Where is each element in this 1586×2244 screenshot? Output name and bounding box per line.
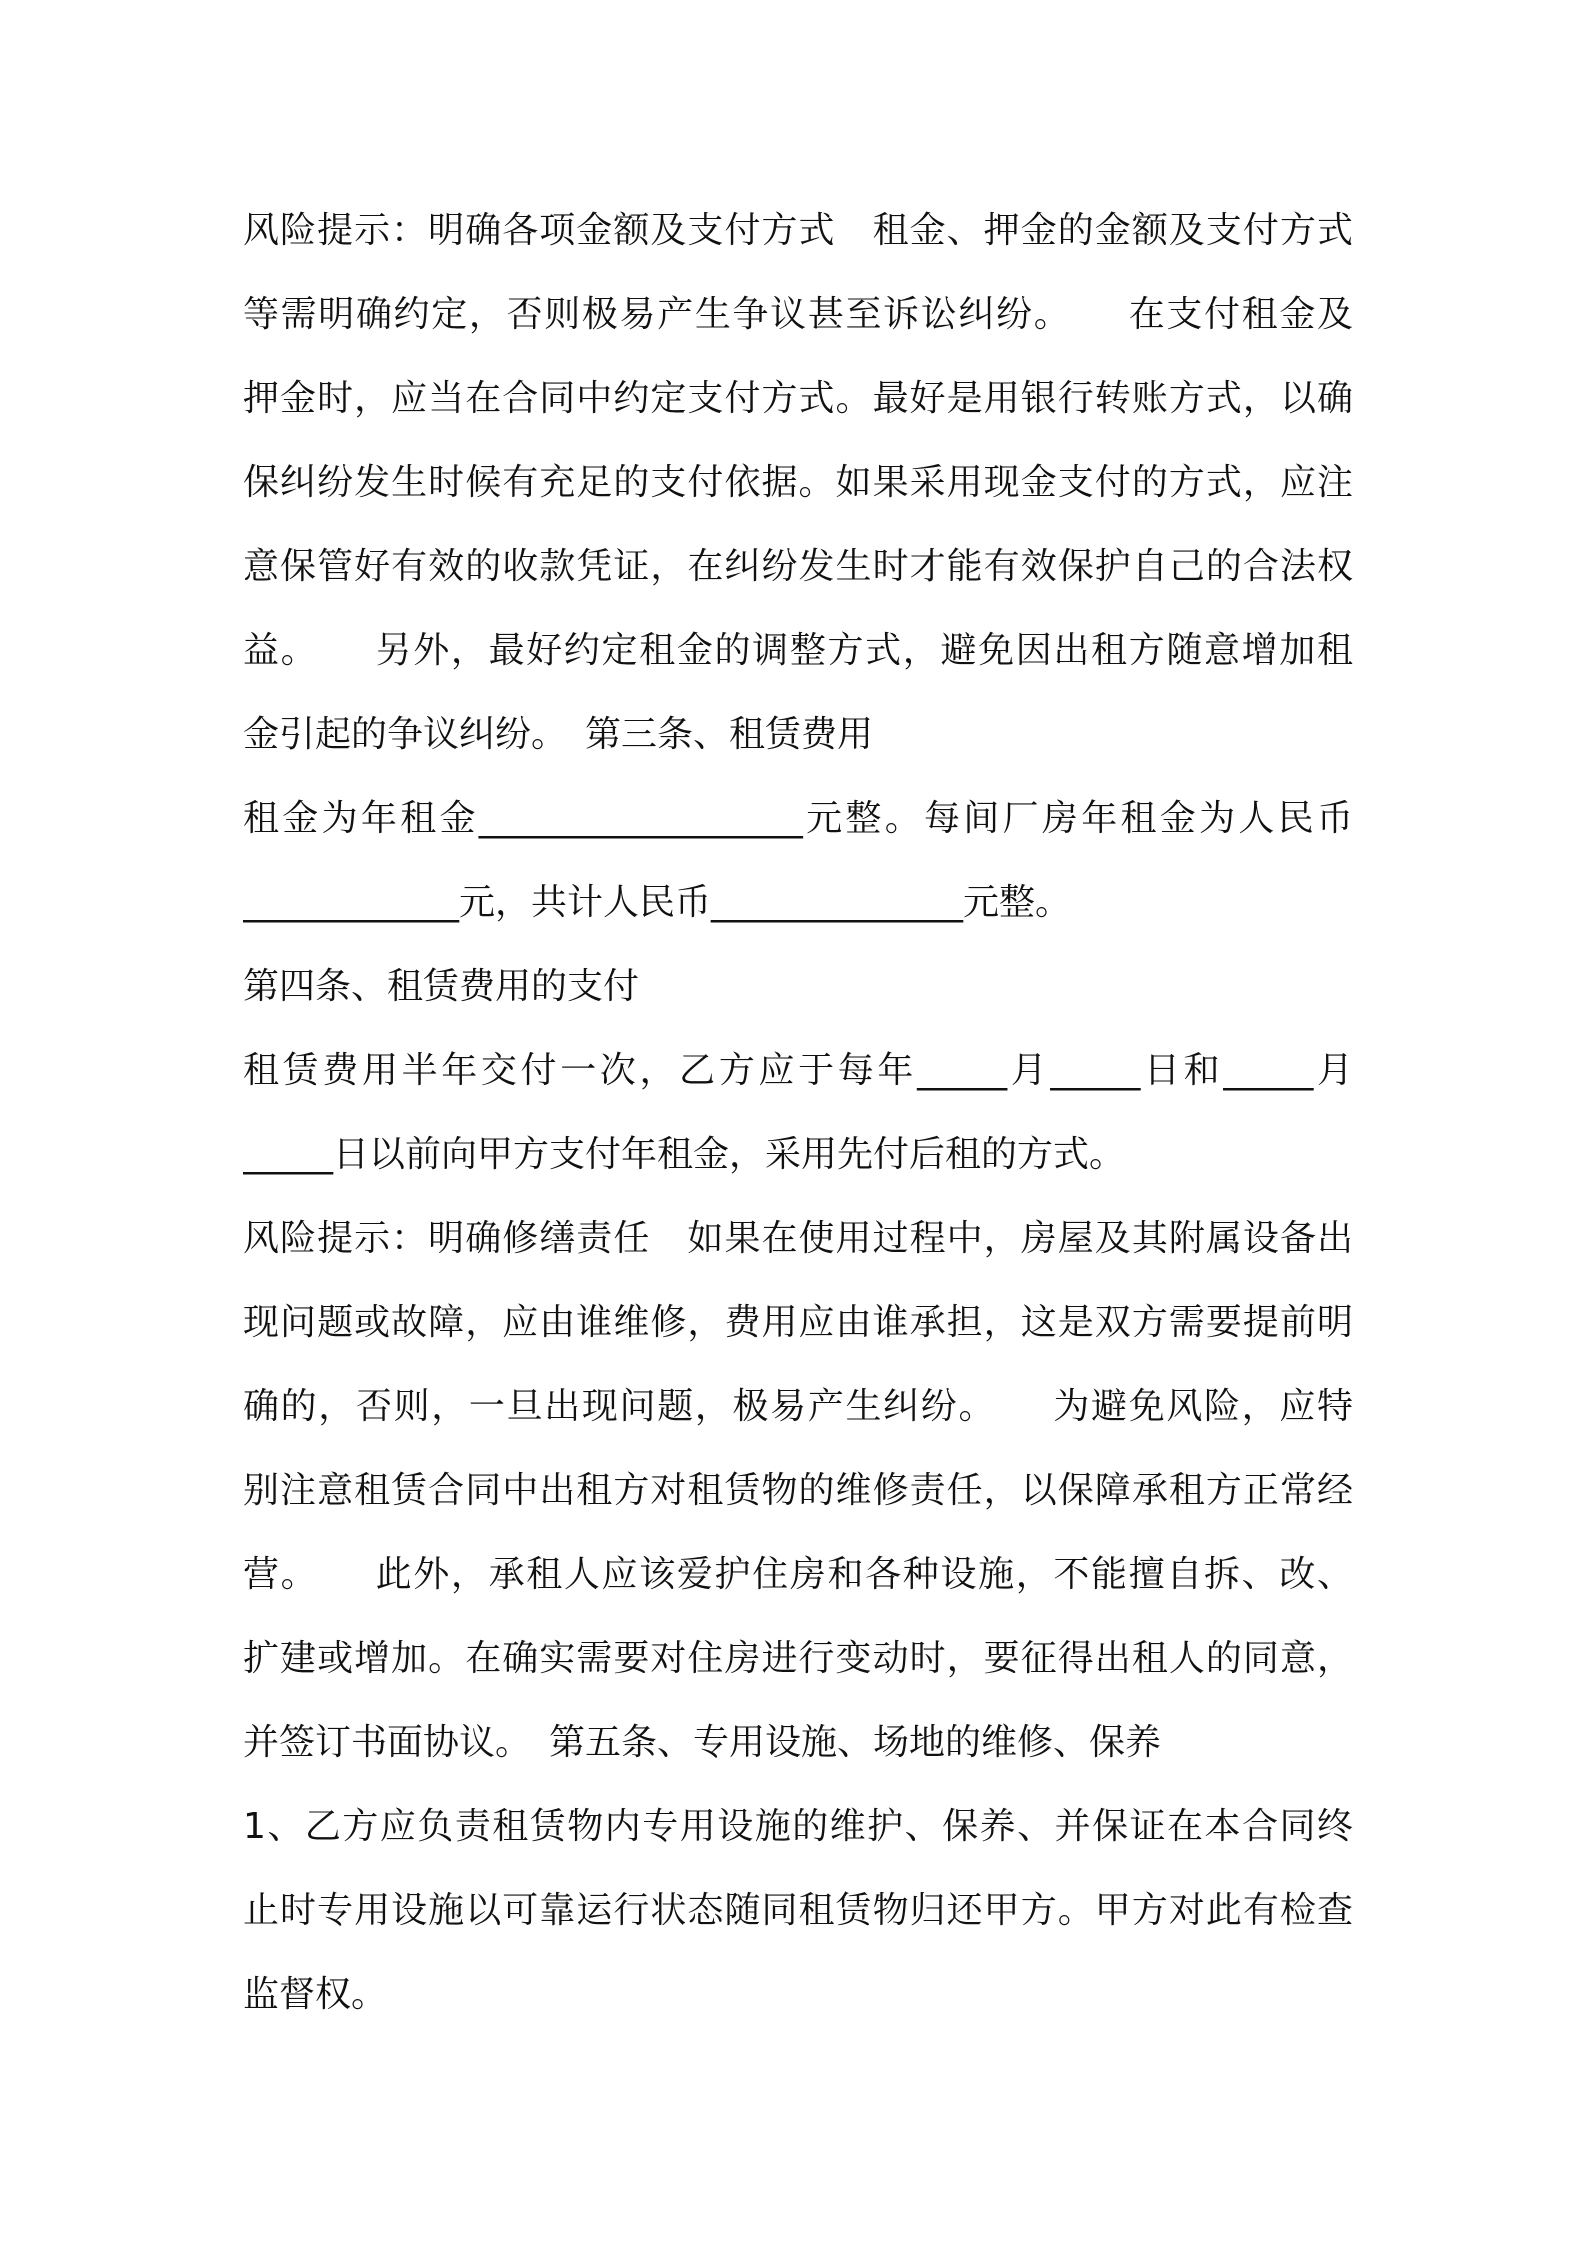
text-line: 别注意租赁合同中出租方对租赁物的维修责任，以保障承租方正常经 [243,1470,1353,1511]
text-line: 保纠纷发生时候有充足的支付依据。如果采用现金支付的方式，应注 [243,462,1353,503]
text-line: 止时专用设施以可靠运行状态随同租赁物归还甲方。甲方对此有检查 [243,1890,1353,1931]
text-line: 租金为年租金__________________元整。每间厂房年租金为人民币 [243,798,1353,839]
document-body [243,196,1353,2044]
text-line: 租赁费用半年交付一次，乙方应于每年_____月_____日和_____月 [243,1050,1353,1091]
text-line: 并签订书面协议。 第五条、专用设施、场地的维修、保养 [243,1722,1162,1763]
text-line: 现问题或故障，应由谁维修，费用应由谁承担，这是双方需要提前明 [243,1302,1353,1343]
text-line: 押金时，应当在合同中约定支付方式。最好是用银行转账方式，以确 [243,378,1353,419]
section-heading: 第四条、租赁费用的支付 [243,966,640,1007]
text-line: _____日以前向甲方支付年租金，采用先付后租的方式。 [243,1134,1126,1175]
text-line: 确的，否则，一旦出现问题，极易产生纠纷。 为避免风险，应特 [243,1386,1353,1427]
text-line: 金引起的争议纠纷。 第三条、租赁费用 [243,714,874,755]
text-line: 意保管好有效的收款凭证，在纠纷发生时才能有效保护自己的合法权 [243,546,1353,587]
text-line: 营。 此外，承租人应该爱护住房和各种设施，不能擅自拆、改、 [243,1554,1353,1595]
text-line: 风险提示：明确各项金额及支付方式 租金、押金的金额及支付方式 [243,210,1353,251]
text-line: 益。 另外，最好约定租金的调整方式，避免因出租方随意增加租 [243,630,1353,671]
text-line: 1、乙方应负责租赁物内专用设施的维护、保养、并保证在本合同终 [243,1806,1353,1847]
text-line: ____________元，共计人民币______________元整。 [243,882,1072,923]
text-line: 等需明确约定，否则极易产生争议甚至诉讼纠纷。 在支付租金及 [243,294,1353,335]
text-line: 扩建或增加。在确实需要对住房进行变动时，要征得出租人的同意， [243,1638,1353,1679]
text-line: 监督权。 [243,1974,388,2015]
text-line: 风险提示：明确修缮责任 如果在使用过程中，房屋及其附属设备出 [243,1218,1353,1259]
